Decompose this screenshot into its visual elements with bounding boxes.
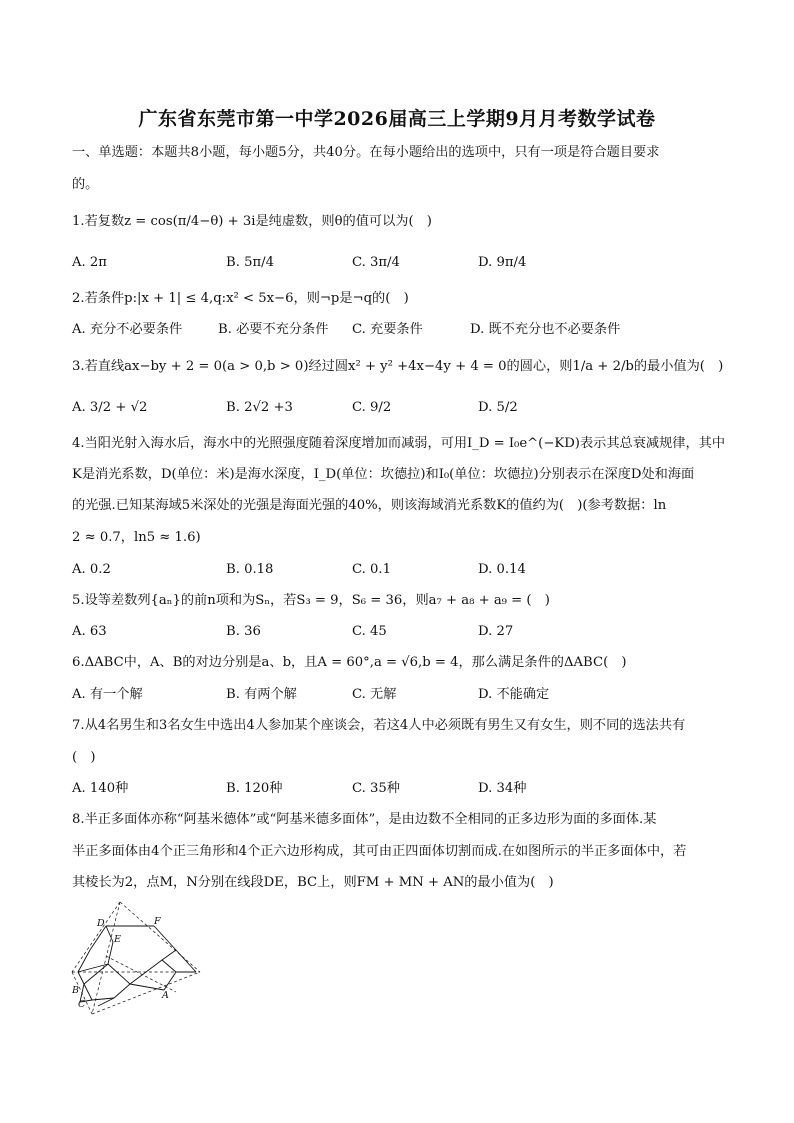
question-3-option-c: C. 9/2 xyxy=(352,400,392,415)
question-8-stem-line-3: 其棱长为2，点M，N分别在线段DE，BC上，则FM + MN + AN的最小值为( ) xyxy=(72,875,554,890)
question-3-option-b: B. 2√2 +3 xyxy=(226,400,293,415)
question-6-option-a: A. 有一个解 xyxy=(72,687,143,702)
figure-label-a: A xyxy=(162,990,169,1001)
question-4-option-d: D. 0.14 xyxy=(478,562,526,577)
figure-label-e: E xyxy=(114,934,121,945)
question-2-stem: 2.若条件p:|x + 1| ≤ 4,q:x² < 5x−6，则¬p是¬q的( ) xyxy=(72,291,409,306)
question-4-stem-line-3: 的光强.已知某海域5米深处的光强是海面光强的40%，则该海域消光系数K的值约为( )(参考数据：ln xyxy=(72,498,667,513)
question-2-option-a: A. 充分不必要条件 xyxy=(72,322,183,337)
question-7-option-b: B. 120种 xyxy=(226,781,283,796)
question-3-stem: 3.若直线ax−by + 2 = 0(a > 0,b > 0)经过圆x² + y² +4x−4y + 4 = 0的圆心，则1/a + 2/b的最小值为( ) xyxy=(72,359,724,374)
question-6-option-c: C. 无解 xyxy=(352,687,397,702)
question-2-option-b: B. 必要不充分条件 xyxy=(218,322,329,337)
question-5-option-a: A. 63 xyxy=(72,624,107,639)
exam-title: 广东省东莞市第一中学2026届高三上学期9月月考数学试卷 xyxy=(138,108,656,130)
question-4-option-a: A. 0.2 xyxy=(72,562,111,577)
question-6-stem: 6.ΔABC中，A、B的对边分别是a、b，且A = 60°,a = √6,b = 4，那么满足条件的ΔABC( ) xyxy=(72,655,627,670)
figure-label-c: C xyxy=(78,999,86,1010)
question-7-option-c: C. 35种 xyxy=(352,781,400,796)
question-3-option-a: A. 3/2 + √2 xyxy=(72,400,148,415)
question-4-stem-line-4: 2 ≈ 0.7，ln5 ≈ 1.6) xyxy=(72,530,201,545)
figure-label-b: B xyxy=(72,985,79,996)
question-4-option-c: C. 0.1 xyxy=(352,562,391,577)
question-5-option-c: C. 45 xyxy=(352,624,387,639)
question-7-stem-line-2: ( ) xyxy=(72,750,96,765)
question-8-stem-line-2: 半正多面体由4个正三角形和4个正六边形构成，其可由正四面体切割而成.在如图所示的半正多面体中，若 xyxy=(72,844,687,859)
question-8-stem-line-1: 8.半正多面体亦称“阿基米德体”或“阿基米德多面体”，是由边数不全相同的正多边形为面的多面体.某 xyxy=(72,812,657,827)
section-instruction-line-2: 的。 xyxy=(72,177,99,192)
question-7-option-d: D. 34种 xyxy=(478,781,527,796)
question-4-stem-line-1: 4.当阳光射入海水后，海水中的光照强度随着深度增加而减弱，可用I_D = I₀e^(−KD)表示其总衰减规律，其中 xyxy=(72,436,726,451)
section-instruction-line-1: 一、单选题：本题共8小题，每小题5分，共40分。在每小题给出的选项中，只有一项是符合题目要求 xyxy=(72,145,660,160)
question-4-stem-line-2: K是消光系数，D(单位：米)是海水深度，I_D(单位：坎德拉)和I₀(单位：坎德拉)分别表示在深度D处和海面 xyxy=(72,467,695,482)
question-6-option-d: D. 不能确定 xyxy=(478,687,550,702)
question-7-option-a: A. 140种 xyxy=(72,781,129,796)
question-4-option-b: B. 0.18 xyxy=(226,562,274,577)
question-5-stem: 5.设等差数列{aₙ}的前n项和为Sₙ，若S₃ = 9，S₆ = 36，则a₇ + a₈ + a₉ = ( ) xyxy=(72,593,550,608)
question-1-option-b: B. 5π/4 xyxy=(226,255,274,270)
question-2-option-c: C. 充要条件 xyxy=(352,322,423,337)
question-1-option-d: D. 9π/4 xyxy=(478,255,527,270)
figure-label-f: F xyxy=(154,916,161,927)
question-3-option-d: D. 5/2 xyxy=(478,400,518,415)
question-1-stem: 1.若复数z = cos(π/4−θ) + 3i是纯虚数，则θ的值可以为( ) xyxy=(72,214,432,229)
question-5-option-d: D. 27 xyxy=(478,624,514,639)
question-5-option-b: B. 36 xyxy=(226,624,261,639)
question-1-option-a: A. 2π xyxy=(72,255,107,270)
polyhedron-figure xyxy=(68,900,208,1020)
question-6-option-b: B. 有两个解 xyxy=(226,687,297,702)
question-1-option-c: C. 3π/4 xyxy=(352,255,400,270)
question-7-stem-line-1: 7.从4名男生和3名女生中选出4人参加某个座谈会，若这4人中必须既有男生又有女生，则不同的选法共有 xyxy=(72,718,686,733)
question-2-option-d: D. 既不充分也不必要条件 xyxy=(470,322,621,337)
figure-label-d: D xyxy=(97,918,105,929)
